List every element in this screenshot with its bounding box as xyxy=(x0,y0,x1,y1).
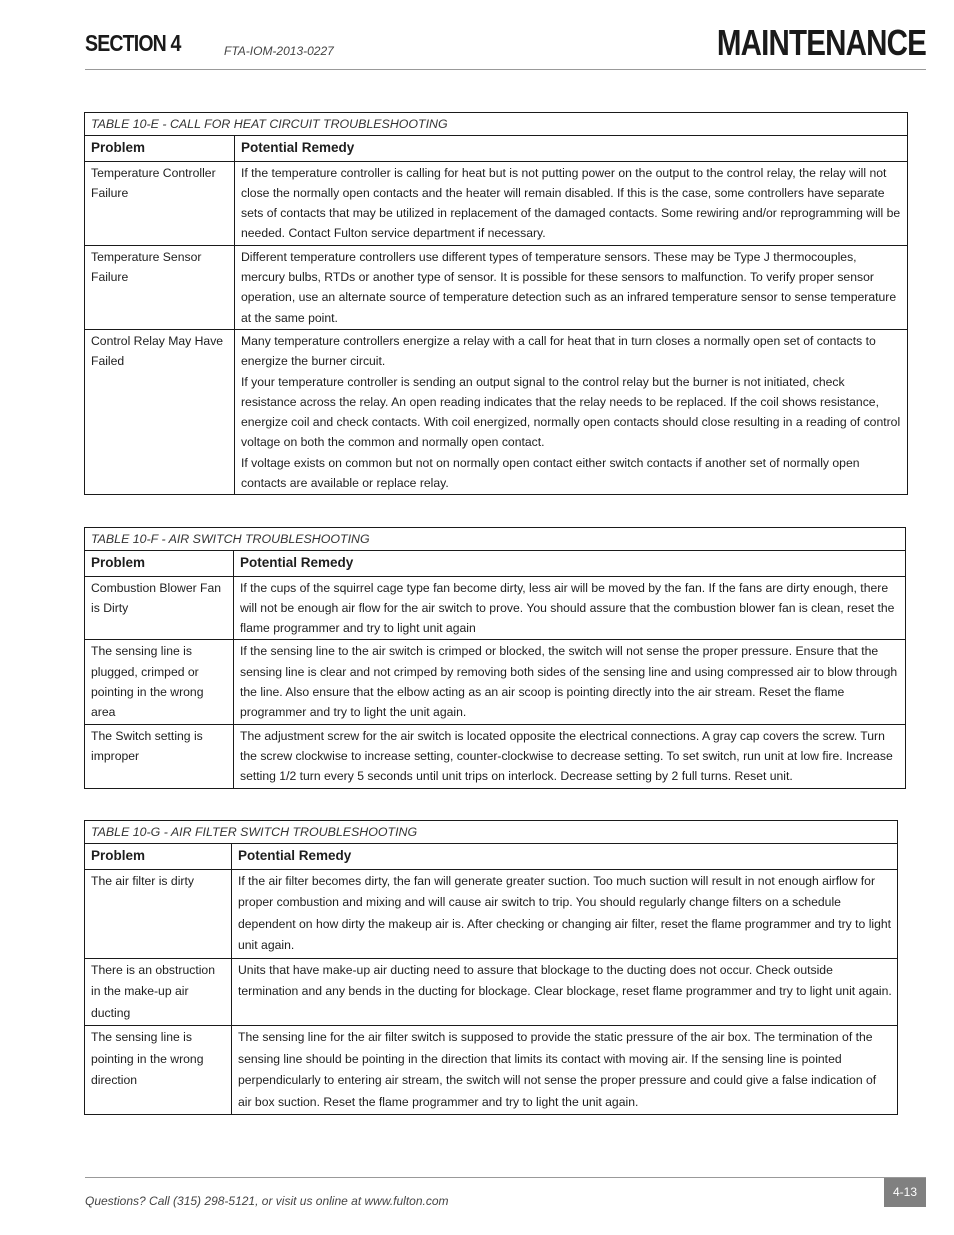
remedy-cell: If the cups of the squirrel cage type fan become dirty, less air will be moved by the fan. If the fans are dirty enough, there will not be enough air flow for the air switch to prove. You should assure that the combustion blower fan is clean, reset the flame programmer and try to light unit again xyxy=(234,576,906,640)
problem-cell: The air filter is dirty xyxy=(85,869,232,958)
problem-cell: Combustion Blower Fan is Dirty xyxy=(85,576,234,640)
problem-cell: Temperature Sensor Failure xyxy=(85,245,235,329)
remedy-cell: Different temperature controllers use different types of temperature sensors. These may be Type J thermocouples, mercury bulbs, RTDs or another type of sensor. It is possible for these sensors to malfunction. To verify proper sensor operation, use an alternate source of temperature detection such as an infrared temperature sensor to sense temperature at the same point. xyxy=(235,245,908,329)
footer-divider xyxy=(85,1177,926,1178)
remedy-cell: The adjustment screw for the air switch is located opposite the electrical connections. A gray cap covers the screw. Turn the screw clockwise to increase setting, counter-clockwise to decrease setting. To set switch, run unit at low fire. Increase setting 1/2 turn every 5 seconds until unit trips on interlock. Decrease setting by 2 full turns. Reset unit. xyxy=(234,724,906,788)
problem-cell: Temperature Controller Failure xyxy=(85,161,235,245)
page-title: MAINTENANCE xyxy=(716,22,926,63)
table-row xyxy=(85,245,908,329)
table-row xyxy=(85,161,908,245)
table-air-switch-troubleshooting xyxy=(84,527,906,789)
table-call-for-heat-troubleshooting xyxy=(84,112,908,495)
table-row xyxy=(85,329,908,494)
problem-cell: The sensing line is plugged, crimped or pointing in the wrong area xyxy=(85,640,234,724)
table-caption: TABLE 10-G - AIR FILTER SWITCH TROUBLESHOOTING xyxy=(85,821,898,844)
remedy-cell: Units that have make-up air ducting need to assure that blockage to the ducting does not occur. Check outside termination and any bends in the ducting for blockage. Clear blockage, reset flame programmer and try to light unit again. xyxy=(232,958,898,1026)
column-header-problem: Problem xyxy=(85,136,235,161)
column-header-remedy: Potential Remedy xyxy=(235,136,908,161)
table-header-row xyxy=(85,551,906,576)
remedy-cell: If the sensing line to the air switch is crimped or blocked, the switch will not sense the proper pressure. Ensure that the sensing line is clear and not crimped by removing both sides of the sensing line and using compressed air to blow through the line. Also ensure that the elbow acting as an air scoop is pointing directly into the air stream. Reset the flame programmer and try to light the unit again. xyxy=(234,640,906,724)
header-divider xyxy=(85,69,926,70)
page-number: 4-13 xyxy=(884,1178,926,1207)
remedy-cell: Many temperature controllers energize a relay with a call for heat that in turn closes a normally open set of contacts to energize the burner circuit. If your temperature controller is sending an output signal to the control relay but the burner is not initiated, check resistance across the relay. An open reading indicates that the relay needs to be replaced. If the coil shows resistance, energize coil and check contacts. With coil energized, normally open contacts should close resulting in a reading of control voltage on both the common and normally open contact. If voltage exists on common but not on normally open contact either switch contacts if another set of normally open contacts are available or replace relay. xyxy=(235,329,908,494)
table-row xyxy=(85,640,906,724)
problem-cell: There is an obstruction in the make-up air ducting xyxy=(85,958,232,1026)
footer-contact-text: Questions? Call (315) 298-5121, or visit us online at www.fulton.com xyxy=(85,1194,449,1208)
table-caption: TABLE 10-E - CALL FOR HEAT CIRCUIT TROUBLESHOOTING xyxy=(85,113,908,136)
table-row xyxy=(85,576,906,640)
problem-cell: The sensing line is pointing in the wrong direction xyxy=(85,1026,232,1115)
document-id: FTA-IOM-2013-0227 xyxy=(224,44,334,58)
column-header-remedy: Potential Remedy xyxy=(232,844,898,869)
table-caption-row xyxy=(85,113,908,136)
table-caption: TABLE 10-F - AIR SWITCH TROUBLESHOOTING xyxy=(85,528,906,551)
table-header-row xyxy=(85,844,898,869)
table-row xyxy=(85,724,906,788)
problem-cell: Control Relay May Have Failed xyxy=(85,329,235,494)
remedy-cell: If the air filter becomes dirty, the fan will generate greater suction. Too much suction will result in not enough airflow for proper combustion and mixing and will cause air switch to trip. You should regularly change filters on a schedule dependent on how dirty the makeup air is. After checking or changing air filter, reset the flame programmer and try to light unit again. xyxy=(232,869,898,958)
remedy-cell: If the temperature controller is calling for heat but is not putting power on the output to the control relay, the relay will not close the normally open contacts and the heater will remain disabled. If this is the case, some controllers have separate sets of contacts that may be utilized in replacement of the damaged contacts. Some rewiring and/or reprogramming will be needed. Contact Fulton service department if necessary. xyxy=(235,161,908,245)
column-header-remedy: Potential Remedy xyxy=(234,551,906,576)
table-caption-row xyxy=(85,821,898,844)
section-label: SECTION 4 xyxy=(85,30,181,56)
table-air-filter-switch-troubleshooting xyxy=(84,820,898,1115)
table-header-row xyxy=(85,136,908,161)
column-header-problem: Problem xyxy=(85,844,232,869)
table-row xyxy=(85,869,898,958)
remedy-cell: The sensing line for the air filter switch is supposed to provide the static pressure of the air box. The termination of the sensing line should be pointing in the direction that limits its contact with moving air. If the sensing line is pointed perpendicularly to entering air stream, the switch will not sense the proper pressure and could give a false indication of air box suction. Reset the flame programmer and try to light the unit again. xyxy=(232,1026,898,1115)
table-row xyxy=(85,1026,898,1115)
table-row xyxy=(85,958,898,1026)
column-header-problem: Problem xyxy=(85,551,234,576)
table-caption-row xyxy=(85,528,906,551)
problem-cell: The Switch setting is improper xyxy=(85,724,234,788)
